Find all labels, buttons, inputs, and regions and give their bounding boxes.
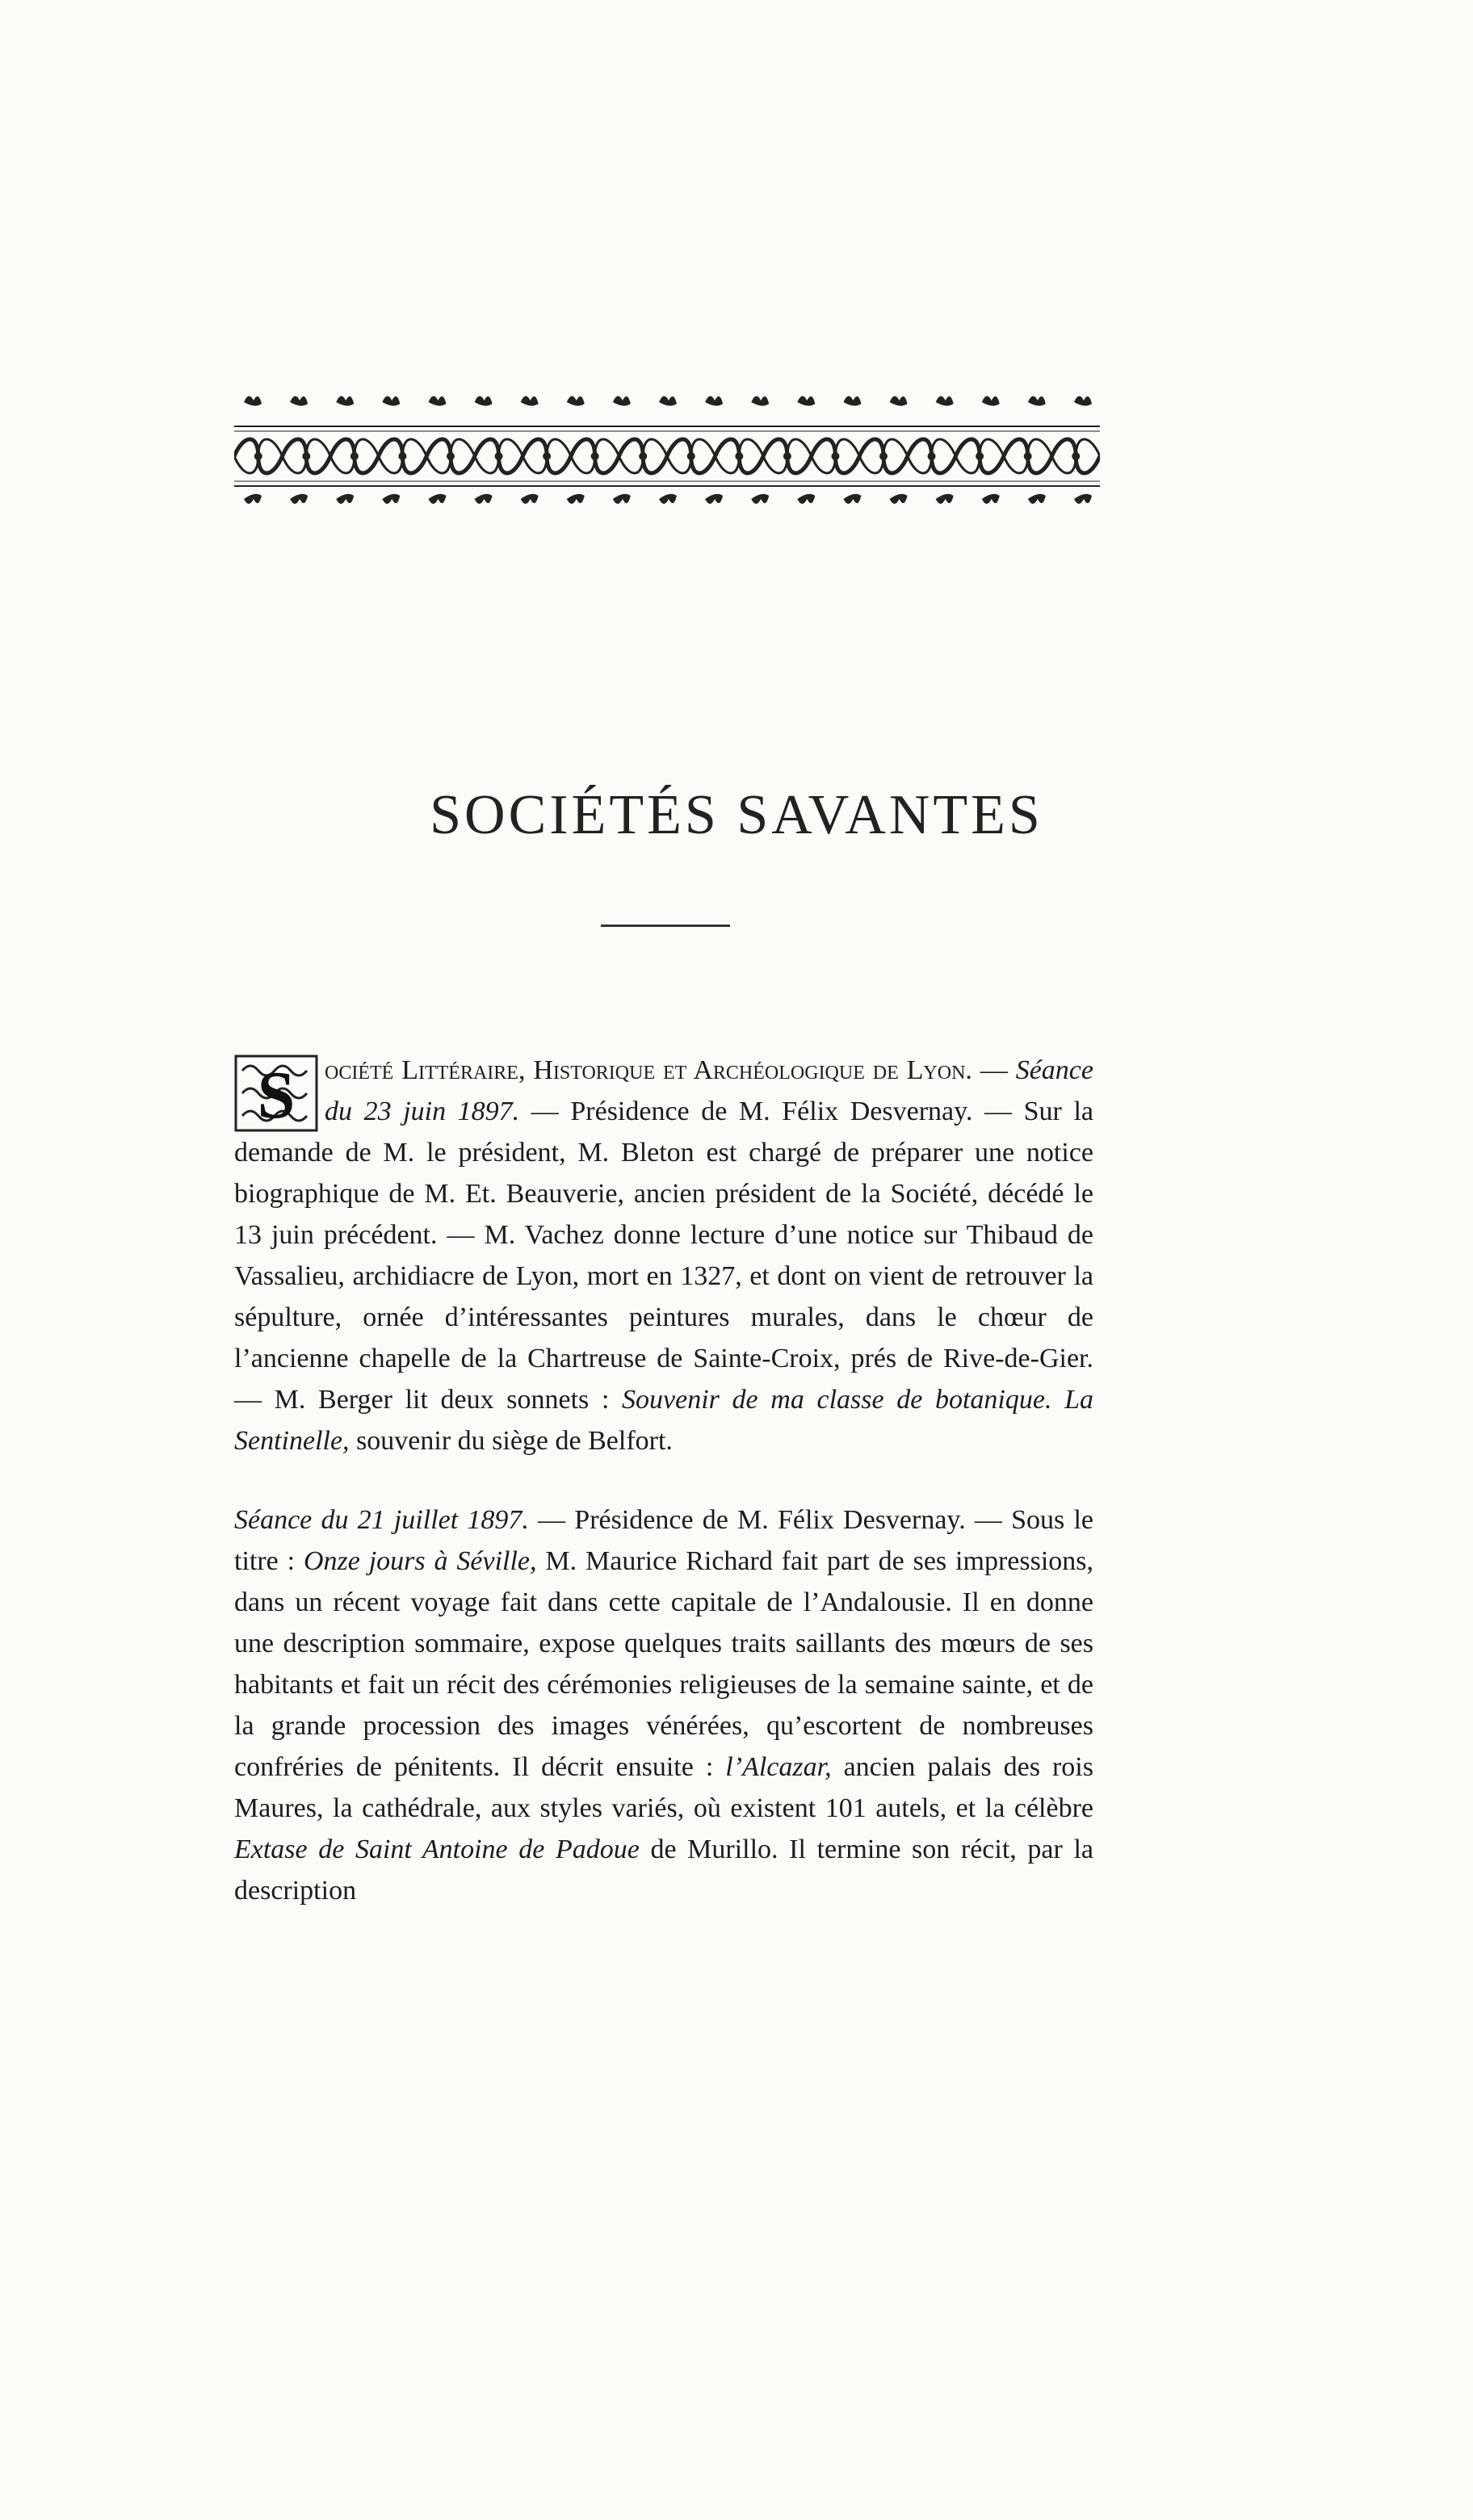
painting-title: Extase de Saint Antoine de Padoue [234, 1834, 640, 1864]
seance-date: Séance du 21 juillet 1897. [234, 1505, 529, 1535]
article-body [234, 1050, 1093, 1911]
ornament-icon [234, 379, 1100, 509]
separator: — [972, 1055, 1016, 1085]
seance-date: Séance du 23 juin 1897. [325, 1055, 1093, 1126]
society-name: ociété Littéraire, Historique et Archéologique de Lyon. [325, 1055, 972, 1085]
drop-cap-ornament-icon [234, 1055, 318, 1132]
entry-text: souvenir du siège de Belfort. [349, 1426, 673, 1456]
sonnet-titles: Souvenir de ma classe de botanique. La Sentinelle, [234, 1385, 1094, 1456]
entry-text: — Présidence de M. Félix Desvernay. — Sous le titre : [234, 1505, 1093, 1576]
header-ornament-band [234, 379, 1100, 509]
svg-text:S: S [257, 1058, 296, 1132]
entry-lyon-june [234, 1050, 1093, 1461]
entry-text: — Présidence de M. Félix Desvernay. — Sur la demande de M. le président, M. Bleton est chargé de préparer une notice biographique de M. Et. Beauverie, ancien président de la Société, décédé le 13 juin précédent. — M. Vachez donne lecture d’une notice sur Thibaud de Vassalieu, archidiacre de Lyon, mort en 1327, et dont on vient de retrouver la sépulture, ornée d’intéressantes peintures murales, dans le chœur de l’ancienne chapelle de la Chartreuse de Sainte-Croix, prés de Rive-de-Gier. — M. Berger lit deux sonnets : [234, 1096, 1093, 1415]
entry-text: ancien palais des rois Maures, la cathédrale, aux styles variés, où existent 101 autels, et la célèbre [234, 1752, 1093, 1823]
entry-text: de Murillo. Il termine son récit, par la description [234, 1834, 1093, 1906]
entry-text: M. Maurice Richard fait part de ses impressions, dans un récent voyage fait dans cette capitale de l’Andalousie. Il en donne une description sommaire, expose quelques traits saillants des mœurs de ses habitants et fait un récit des cérémonies religieuses de la semaine sainte, et de la grande procession des images vénérées, qu’escortent de nombreuses confréries de pénitents. Il décrit ensuite : [234, 1546, 1093, 1782]
page-title: SOCIÉTÉS SAVANTES [430, 784, 1043, 846]
title-rule [601, 925, 730, 927]
monument-name: l’Alcazar, [725, 1752, 832, 1782]
entry-lyon-july [234, 1499, 1093, 1911]
work-title: Onze jours à Séville, [303, 1546, 537, 1576]
